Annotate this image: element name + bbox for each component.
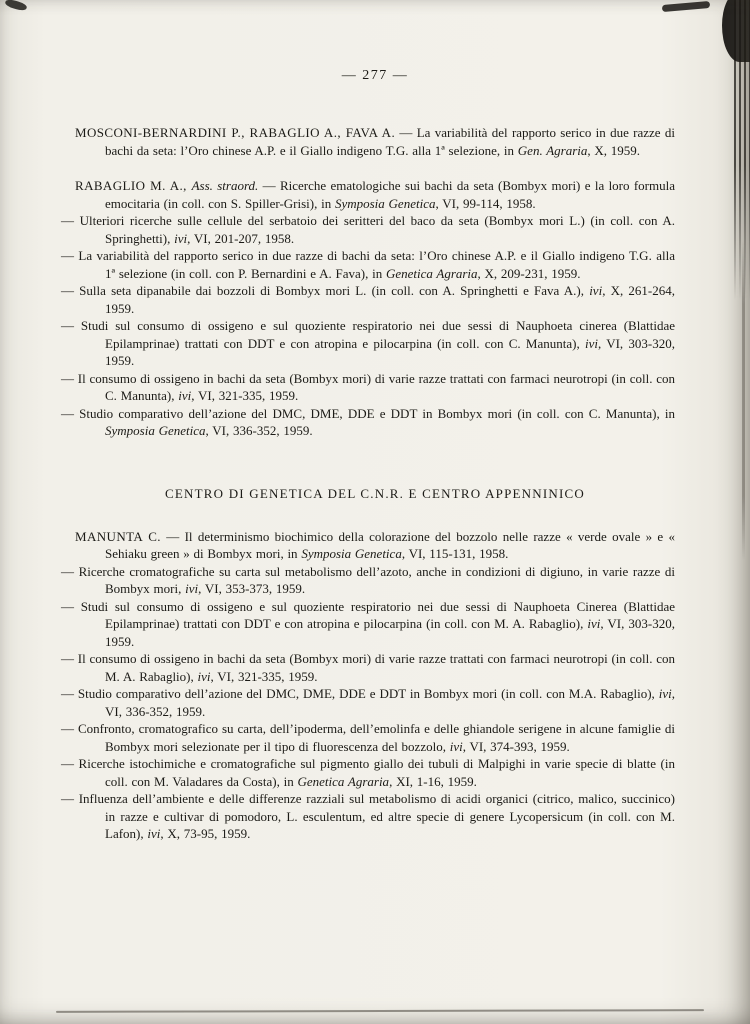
- entry-text: , VI, 336-352, 1959.: [105, 686, 675, 719]
- entry-text: , VI, 201-207, 1958.: [187, 230, 295, 246]
- entry-text: — Studio comparativo dell’azione del DMC, DME, DDE e DDT in Bombyx mori (in coll. con M.A. Rabaglio),: [61, 686, 659, 701]
- bibliography-entry: [61, 370, 675, 405]
- bibliography-entry: [61, 563, 675, 598]
- entry-italic-text: ivi: [197, 668, 211, 684]
- entry-italic-text: ivi: [587, 616, 601, 631]
- scan-smudge-top-left: [4, 0, 27, 12]
- entry-text: — Sulla seta dipanabile dai bozzoli di Bombyx mori L. (in coll. con A. Springhetti e Fava A.),: [61, 283, 590, 298]
- entry-text: , VI, 99-114, 1958.: [435, 195, 536, 211]
- entry-text: — Ricerche istochimiche e cromatografiche sul pigmento giallo dei tubuli di Malpighi in varie specie di blatte (in coll. con M. Valadares da Costa), in: [61, 756, 675, 789]
- entry-author-name: RABAGLIO M. A.,: [75, 178, 192, 193]
- entry-text: — Ulteriori ricerche sulle cellule del serbatoio dei seritteri del baco da seta (Bombyx mori L.) (in coll. con A. Springhetti),: [61, 213, 675, 246]
- entry-text: , VI, 374-393, 1959.: [462, 738, 570, 754]
- bibliography-entry: [61, 790, 675, 843]
- entry-text: — Confronto, cromatografico su carta, dell’ipoderma, dell’emolinfa e delle ghiandole serigene in alcune famiglie di Bombyx mori selezionate per il tipo di fluorescenza del bozzolo,: [61, 721, 675, 754]
- bibliography: [61, 124, 676, 843]
- scan-streak-top-right: [662, 1, 710, 12]
- entry-text: — Il consumo di ossigeno in bachi da seta (Bombyx mori) di varie razze trattati con farmaci neurotropi (in coll. con M. A. Rabaglio),: [61, 651, 675, 684]
- entry-italic-text: ivi: [185, 581, 199, 596]
- entry-text: , VI, 321-335, 1959.: [191, 388, 299, 403]
- bibliography-entry: [61, 720, 675, 755]
- bibliography-entry: [75, 177, 675, 212]
- entry-text: — La variabilità del rapporto serico in due razze di bachi da seta: l’Oro chinese A.P. e il Giallo indigeno T.G. alla 1ª selezione (in coll. con P. Bernardini e A. Fava), in: [61, 248, 675, 281]
- entry-italic-text: ivi: [658, 686, 672, 701]
- entry-text: — Influenza dell’ambiente e delle differenze razziali sul metabolismo di acidi organici (citrico, malico, succinico) in razze e cultivar di pomodoro, L. esculentum, ed altre specie di genere Lycopersicum (in coll. con M. Lafon),: [61, 791, 675, 841]
- bibliography-entry: [61, 755, 675, 790]
- entry-text: — Il consumo di ossigeno in bachi da seta (Bombyx mori) di varie razze trattati con farmaci neurotropi (in coll. con C. Manunta),: [61, 370, 675, 403]
- page-content: [61, 68, 676, 843]
- entry-text: , VI, 303-320, 1959.: [105, 616, 675, 649]
- entry-italic-text: Symposia Genetica: [334, 195, 436, 211]
- entry-text: , X, 73-95, 1959.: [160, 826, 251, 841]
- bibliography-entry: [61, 598, 675, 651]
- entry-italic-text: ivi: [449, 738, 463, 754]
- entry-italic-text: Genetica Agraria: [385, 265, 478, 281]
- entry-italic-text: ivi: [147, 826, 161, 841]
- entry-italic-text: ivi: [174, 230, 188, 246]
- page-number: — 277 —: [341, 68, 409, 83]
- section-heading: CENTRO DI GENETICA DEL C.N.R. E CENTRO APPENNINICO: [165, 485, 585, 501]
- bibliography-entry: [61, 282, 676, 317]
- entry-italic-text: Genetica Agraria: [297, 773, 390, 789]
- bibliography-entry: [61, 212, 675, 247]
- entry-text: — Studi sul consumo di ossigeno e sul quoziente respiratorio nei due sessi di Nauphoeta cinerea (Blattidae Epilamprinae) trattati con DDT e con atropina e pilocarpina (in coll. con C. Manunta),: [61, 318, 675, 351]
- entry-text: — La variabilità del rapporto serico in due razze di bachi da seta: l’Oro chinese A.P. e il Giallo indigeno T.G. alla 1ª selezione, in: [105, 125, 675, 158]
- bibliography-entry: [61, 405, 675, 440]
- bibliography-entry: [61, 317, 675, 370]
- entry-text: , VI, 336-352, 1959.: [205, 423, 313, 438]
- bibliography-entry: [61, 247, 675, 282]
- entry-italic-text: ivi: [178, 388, 192, 403]
- entry-italic-text: Symposia Genetica: [105, 423, 206, 438]
- entry-text: — Il determinismo biochimico della colorazione del bozzolo nelle razze « verde ovale » e « Sehiaku green » di Bombyx mori, in: [105, 528, 675, 561]
- entry-italic-text: ivi: [584, 335, 598, 351]
- scan-line-bottom: [56, 1009, 704, 1013]
- entry-text: , X, 261-264, 1959.: [105, 283, 676, 316]
- entry-text: , X, 1959.: [587, 142, 641, 158]
- entry-text: , VI, 353-373, 1959.: [198, 581, 306, 596]
- entry-text: , VI, 321-335, 1959.: [210, 668, 318, 684]
- entry-text: , XI, 1-16, 1959.: [389, 773, 477, 789]
- entry-text: — Ricerche cromatografiche su carta sul metabolismo dell’azoto, anche in condizioni di digiuno, in varie razze di Bombyx mori,: [61, 563, 675, 596]
- entry-text: , X, 209-231, 1959.: [477, 265, 581, 281]
- entry-text: , VI, 303-320, 1959.: [105, 335, 675, 368]
- entry-italic-text: ivi: [589, 283, 603, 298]
- bibliography-entry: [61, 650, 675, 685]
- bibliography-entry: [75, 528, 675, 563]
- entry-italic-text: Ass. straord.: [191, 178, 259, 193]
- entry-text: — Ricerche ematologiche sui bachi da seta (Bombyx mori) e la loro formula emocitaria (in coll. con S. Spiller-Grisi), in: [105, 178, 676, 211]
- entry-author-name: MOSCONI-BERNARDINI P., RABAGLIO A., FAVA A.: [75, 125, 396, 140]
- bibliography-entry: [75, 124, 675, 159]
- bibliography-entry: [61, 685, 675, 720]
- entry-text: — Studi sul consumo di ossigeno e sul quoziente respiratorio nei due sessi di Nauphoeta Cinerea (Blattidae Epilamprinae) trattati con DDT e con atropina e pilocarpina (in coll. con M. A. Rabaglio),: [61, 598, 675, 631]
- entry-author-name: MANUNTA C.: [75, 528, 161, 544]
- entry-italic-text: Gen. Agraria: [517, 142, 588, 158]
- entry-italic-text: Symposia Genetica: [301, 546, 402, 561]
- scan-line-right-edge: [742, 240, 745, 560]
- entry-text: — Studio comparativo dell’azione del DMC, DME, DDE e DDT in Bombyx mori (in coll. con C. Manunta), in: [61, 405, 675, 421]
- entry-text: , VI, 115-131, 1958.: [401, 546, 509, 561]
